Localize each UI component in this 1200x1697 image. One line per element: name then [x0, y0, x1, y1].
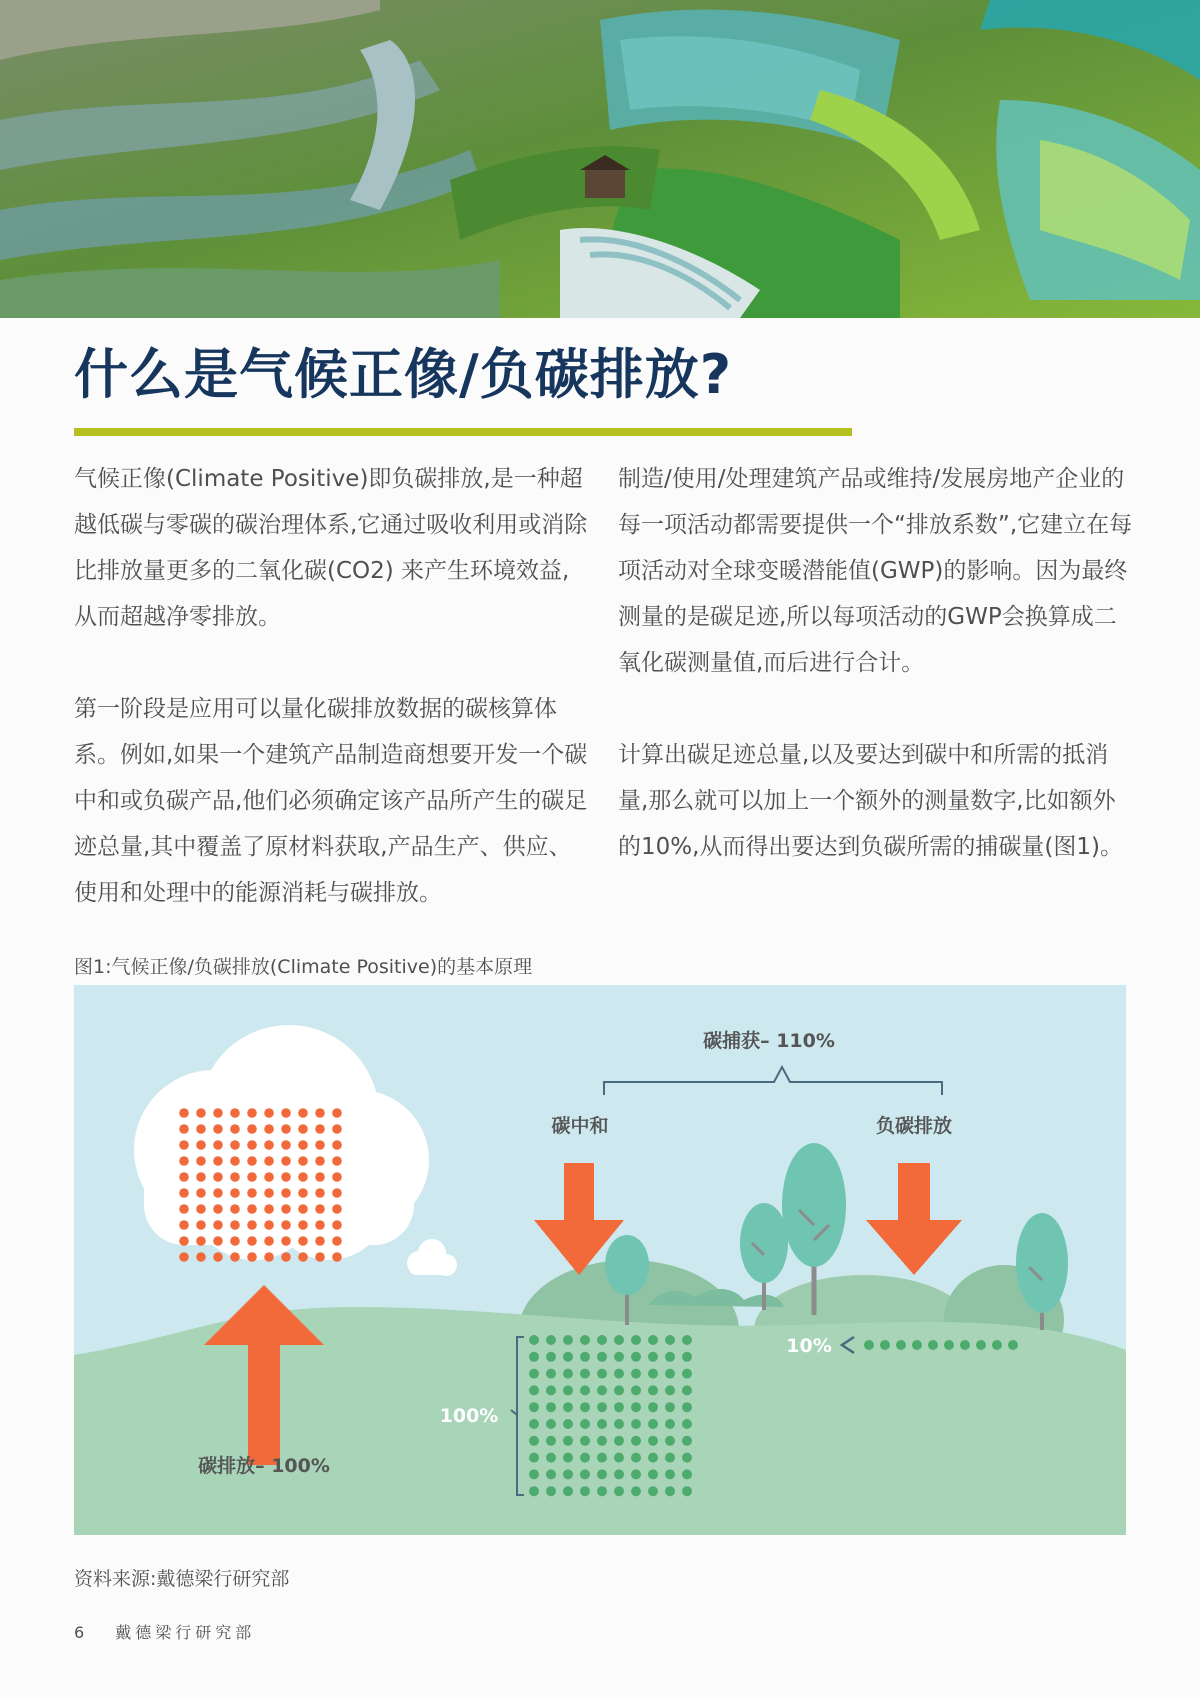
- dot: [298, 1252, 308, 1262]
- dot: [196, 1220, 206, 1230]
- dot: [976, 1340, 986, 1350]
- dot: [247, 1124, 257, 1134]
- dot: [682, 1436, 692, 1446]
- figure-caption: 图1:气候正像/负碳排放(Climate Positive)的基本原理: [74, 956, 533, 978]
- dot: [264, 1252, 274, 1262]
- dot: [230, 1124, 240, 1134]
- dot: [247, 1236, 257, 1246]
- dot: [546, 1486, 556, 1496]
- climate-positive-diagram: [74, 985, 1126, 1535]
- dot: [213, 1252, 223, 1262]
- dot: [332, 1252, 342, 1262]
- dot: [213, 1124, 223, 1134]
- page-title: 什么是气候正像/负碳排放?: [74, 343, 733, 406]
- dot: [264, 1204, 274, 1214]
- dot: [563, 1369, 573, 1379]
- dot: [597, 1486, 607, 1496]
- dot: [928, 1340, 938, 1350]
- paragraph: 制造/使用/处理建筑产品或维持/发展房地产企业的每一项活动都需要提供一个“排放系数”,它建立在每项活动对全球变暖潜能值(GWP)的影响。因为最终测量的是碳足迹,所以每项活动的GWP会换算成二氧化碳测量值,而后进行合计。: [618, 466, 1133, 676]
- dot: [580, 1335, 590, 1345]
- dot: [230, 1140, 240, 1150]
- dot: [682, 1486, 692, 1496]
- paragraph: 气候正像(Climate Positive)即负碳排放,是一种超越低碳与零碳的碳治理体系,它通过吸收利用或消除比排放量更多的二氧化碳(CO2) 来产生环境效益,从而超越净零排放。: [74, 466, 588, 630]
- dot: [264, 1124, 274, 1134]
- dot: [1008, 1340, 1018, 1350]
- dot: [179, 1124, 189, 1134]
- dot: [281, 1252, 291, 1262]
- dot: [247, 1140, 257, 1150]
- dot: [648, 1352, 658, 1362]
- ten-label: 10%: [786, 1335, 832, 1357]
- dot: [648, 1385, 658, 1395]
- dot: [546, 1352, 556, 1362]
- dot: [281, 1108, 291, 1118]
- dot: [332, 1204, 342, 1214]
- dot: [563, 1335, 573, 1345]
- neutral-label: 碳中和: [551, 1115, 609, 1137]
- dot: [546, 1436, 556, 1446]
- capture-label: 碳捕获– 110%: [703, 1030, 835, 1052]
- dot: [597, 1385, 607, 1395]
- dot: [665, 1385, 675, 1395]
- dot: [179, 1236, 189, 1246]
- dot: [529, 1453, 539, 1463]
- dot: [665, 1486, 675, 1496]
- dot: [682, 1469, 692, 1479]
- dot: [298, 1204, 308, 1214]
- hundred-label: 100%: [439, 1405, 499, 1427]
- dot: [597, 1436, 607, 1446]
- dot: [665, 1419, 675, 1429]
- dot: [580, 1486, 590, 1496]
- dot: [179, 1220, 189, 1230]
- dot: [315, 1220, 325, 1230]
- dot: [631, 1385, 641, 1395]
- dot: [648, 1469, 658, 1479]
- dot: [529, 1419, 539, 1429]
- dot: [597, 1402, 607, 1412]
- dot: [563, 1385, 573, 1395]
- dot: [196, 1124, 206, 1134]
- emission-label: 碳排放– 100%: [198, 1455, 330, 1477]
- dot: [648, 1419, 658, 1429]
- dot: [529, 1352, 539, 1362]
- dot: [648, 1453, 658, 1463]
- dot: [298, 1220, 308, 1230]
- left-column: [74, 456, 590, 962]
- dot: [281, 1236, 291, 1246]
- dot: [298, 1172, 308, 1182]
- dot: [213, 1108, 223, 1118]
- dot: [912, 1340, 922, 1350]
- dot: [281, 1124, 291, 1134]
- dot: [247, 1220, 257, 1230]
- dot: [529, 1469, 539, 1479]
- dot: [264, 1188, 274, 1198]
- dot: [580, 1402, 590, 1412]
- dot: [529, 1369, 539, 1379]
- paragraph: 第一阶段是应用可以量化碳排放数据的碳核算体系。例如,如果一个建筑产品制造商想要开发一个碳中和或负碳产品,他们必须确定该产品所产生的碳足迹总量,其中覆盖了原材料获取,产品生产、供应、使用和处理中的能源消耗与碳排放。: [74, 696, 588, 906]
- dot: [213, 1140, 223, 1150]
- dot: [614, 1486, 624, 1496]
- dot: [213, 1156, 223, 1166]
- dot: [546, 1385, 556, 1395]
- dot: [281, 1188, 291, 1198]
- dot: [529, 1402, 539, 1412]
- dot: [563, 1453, 573, 1463]
- dot: [614, 1402, 624, 1412]
- dot: [960, 1340, 970, 1350]
- dot: [196, 1204, 206, 1214]
- dot: [179, 1172, 189, 1182]
- dot: [648, 1436, 658, 1446]
- paragraph: 计算出碳足迹总量,以及要达到碳中和所需的抵消量,那么就可以加上一个额外的测量数字,比如额外的10%,从而得出要达到负碳所需的捕碳量(图1)。: [618, 742, 1124, 860]
- dot: [682, 1419, 692, 1429]
- dot: [230, 1172, 240, 1182]
- dot: [281, 1156, 291, 1166]
- dot: [580, 1352, 590, 1362]
- dot: [597, 1352, 607, 1362]
- dot: [648, 1335, 658, 1345]
- dot: [230, 1220, 240, 1230]
- dot: [648, 1369, 658, 1379]
- dot: [281, 1172, 291, 1182]
- dot: [298, 1236, 308, 1246]
- dot: [648, 1402, 658, 1412]
- dot: [682, 1369, 692, 1379]
- dot: [247, 1156, 257, 1166]
- dot: [247, 1172, 257, 1182]
- dot: [529, 1486, 539, 1496]
- dot: [332, 1140, 342, 1150]
- dot: [315, 1124, 325, 1134]
- dot: [315, 1172, 325, 1182]
- dot: [196, 1188, 206, 1198]
- dot: [631, 1335, 641, 1345]
- dot: [546, 1469, 556, 1479]
- dot: [264, 1108, 274, 1118]
- dot: [179, 1252, 189, 1262]
- dot: [230, 1156, 240, 1166]
- dot: [682, 1453, 692, 1463]
- dot: [298, 1124, 308, 1134]
- dot: [614, 1419, 624, 1429]
- dot: [529, 1335, 539, 1345]
- dot: [179, 1156, 189, 1166]
- dot: [563, 1419, 573, 1429]
- dot: [580, 1369, 590, 1379]
- dot: [648, 1486, 658, 1496]
- dot: [563, 1486, 573, 1496]
- dot: [179, 1188, 189, 1198]
- dot: [665, 1436, 675, 1446]
- dot: [332, 1124, 342, 1134]
- dot: [682, 1352, 692, 1362]
- dot: [230, 1188, 240, 1198]
- dot: [614, 1385, 624, 1395]
- dot: [580, 1469, 590, 1479]
- dot: [597, 1469, 607, 1479]
- dot: [213, 1188, 223, 1198]
- dot: [631, 1369, 641, 1379]
- dot: [546, 1453, 556, 1463]
- dot: [563, 1352, 573, 1362]
- dot: [682, 1402, 692, 1412]
- dot: [264, 1220, 274, 1230]
- dot: [332, 1220, 342, 1230]
- dot: [213, 1236, 223, 1246]
- dot: [264, 1172, 274, 1182]
- dot: [665, 1453, 675, 1463]
- dot: [298, 1156, 308, 1166]
- dot: [546, 1402, 556, 1412]
- dot: [614, 1352, 624, 1362]
- dot: [992, 1340, 1002, 1350]
- page-footer: [74, 1620, 255, 1643]
- dot: [179, 1108, 189, 1118]
- dot: [614, 1453, 624, 1463]
- dot: [298, 1108, 308, 1118]
- dot: [682, 1385, 692, 1395]
- dot: [631, 1402, 641, 1412]
- dot: [529, 1436, 539, 1446]
- negative-label: 负碳排放: [875, 1115, 953, 1137]
- dot: [597, 1335, 607, 1345]
- dot: [230, 1108, 240, 1118]
- page-number: 6: [74, 1623, 85, 1642]
- dot: [281, 1220, 291, 1230]
- dot: [315, 1204, 325, 1214]
- dot: [546, 1369, 556, 1379]
- dot: [614, 1436, 624, 1446]
- dot: [179, 1204, 189, 1214]
- dot: [631, 1352, 641, 1362]
- dot: [298, 1140, 308, 1150]
- dot: [597, 1369, 607, 1379]
- dot: [631, 1419, 641, 1429]
- dot: [230, 1236, 240, 1246]
- dot: [631, 1486, 641, 1496]
- dot: [563, 1469, 573, 1479]
- dot: [631, 1436, 641, 1446]
- dot: [298, 1188, 308, 1198]
- dot: [665, 1352, 675, 1362]
- dot: [247, 1108, 257, 1118]
- dot: [580, 1419, 590, 1429]
- dot: [597, 1453, 607, 1463]
- dot: [196, 1172, 206, 1182]
- dot: [944, 1340, 954, 1350]
- dot: [332, 1188, 342, 1198]
- dot: [332, 1156, 342, 1166]
- dot: [247, 1188, 257, 1198]
- dot: [631, 1453, 641, 1463]
- dot: [196, 1252, 206, 1262]
- dot: [230, 1204, 240, 1214]
- dot: [332, 1108, 342, 1118]
- dot: [546, 1335, 556, 1345]
- dot: [332, 1236, 342, 1246]
- dot: [264, 1140, 274, 1150]
- dot: [546, 1419, 556, 1429]
- dot: [196, 1236, 206, 1246]
- dot: [264, 1156, 274, 1166]
- dot: [563, 1402, 573, 1412]
- dot: [614, 1469, 624, 1479]
- dot: [179, 1140, 189, 1150]
- dot: [281, 1140, 291, 1150]
- dot: [315, 1156, 325, 1166]
- dot: [315, 1140, 325, 1150]
- dot: [597, 1419, 607, 1429]
- dot: [315, 1252, 325, 1262]
- hero-photo-terraced-fields: [0, 0, 1200, 318]
- dot: [563, 1436, 573, 1446]
- dot: [665, 1469, 675, 1479]
- dot: [213, 1172, 223, 1182]
- dot: [864, 1340, 874, 1350]
- dot: [529, 1385, 539, 1395]
- dot: [631, 1469, 641, 1479]
- dot: [682, 1335, 692, 1345]
- dot: [213, 1204, 223, 1214]
- dot: [247, 1204, 257, 1214]
- dot: [230, 1252, 240, 1262]
- dot: [896, 1340, 906, 1350]
- dot: [580, 1436, 590, 1446]
- title-underline: [74, 428, 852, 436]
- dot: [580, 1453, 590, 1463]
- dot: [332, 1172, 342, 1182]
- dot: [315, 1188, 325, 1198]
- dot: [281, 1204, 291, 1214]
- dot: [614, 1335, 624, 1345]
- dot: [665, 1335, 675, 1345]
- dot: [315, 1108, 325, 1118]
- dot: [196, 1156, 206, 1166]
- dot: [665, 1369, 675, 1379]
- dot: [315, 1236, 325, 1246]
- source-note: 资料来源:戴德梁行研究部: [74, 1568, 290, 1590]
- footer-org: 戴德梁行研究部: [115, 1623, 256, 1642]
- dot: [665, 1402, 675, 1412]
- dot: [213, 1220, 223, 1230]
- right-column: [618, 456, 1134, 916]
- dot: [580, 1385, 590, 1395]
- dot: [880, 1340, 890, 1350]
- dot: [264, 1236, 274, 1246]
- dot: [247, 1252, 257, 1262]
- dot: [196, 1140, 206, 1150]
- dot: [614, 1369, 624, 1379]
- dot: [196, 1108, 206, 1118]
